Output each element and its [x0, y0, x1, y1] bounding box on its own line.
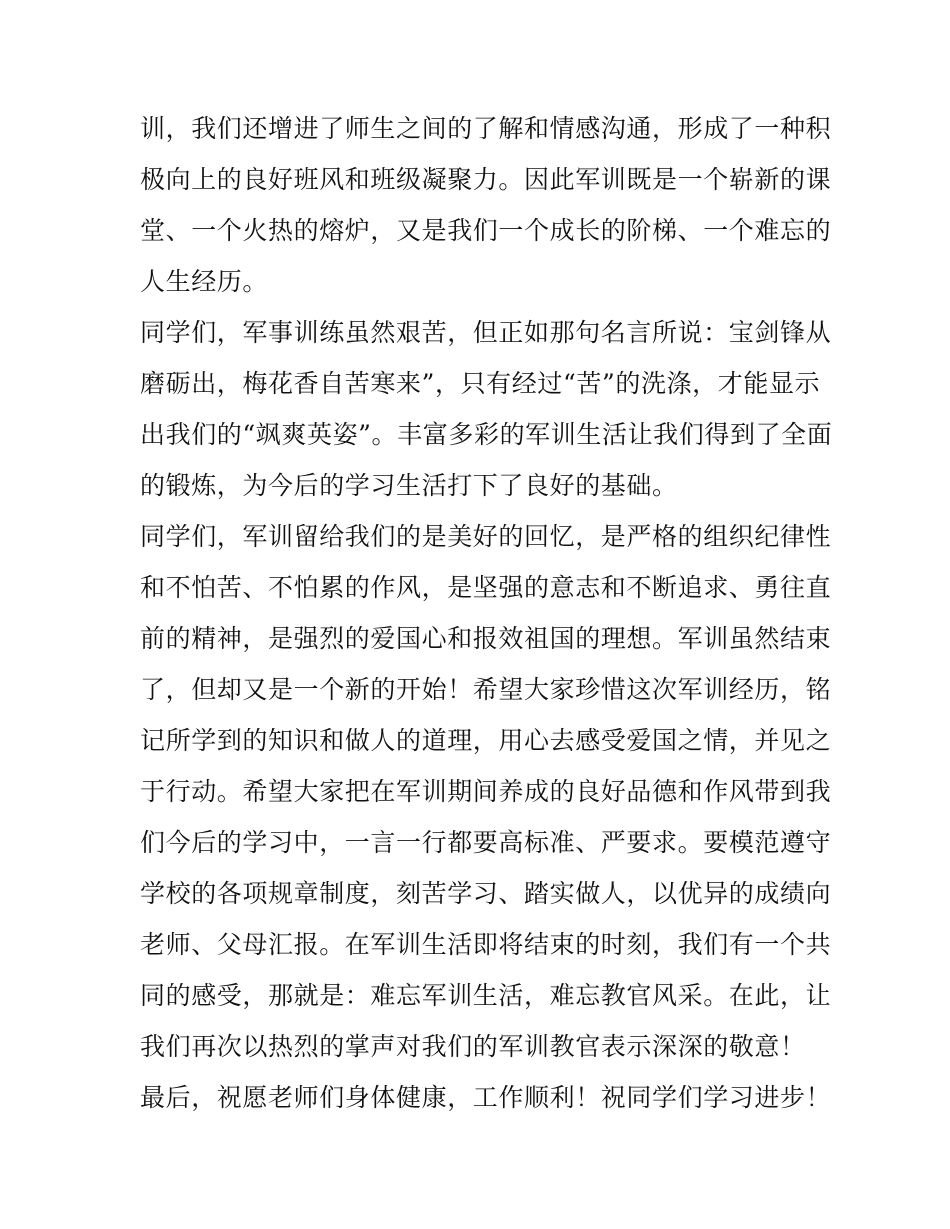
text-line: 老师、父母汇报。在军训生活即将结束的时刻，我们有一个共 [140, 930, 832, 959]
text-line: 堂、一个火热的熔炉，又是我们一个成长的阶梯、一个难忘的 [140, 216, 832, 245]
text-line: 们今后的学习中，一言一行都要高标准、严要求。要模范遵守 [140, 828, 832, 857]
text-line: 磨砺出，梅花香自苦寒来”，只有经过“苦”的洗涤，才能显示 [140, 369, 821, 398]
text-line: 训，我们还增进了师生之间的了解和情感沟通，形成了一种积 [140, 114, 832, 143]
body-text [140, 103, 833, 1123]
text-line: 同学们，军训留给我们的是美好的回忆，是严格的组织纪律性 [140, 522, 832, 551]
text-line: 出我们的“飒爽英姿”。丰富多彩的军训生活让我们得到了全面 [140, 420, 833, 449]
text-line: 我们再次以热烈的掌声对我们的军训教官表示深深的敬意！ [140, 1032, 806, 1061]
text-line: 记所学到的知识和做人的道理，用心去感受爱国之情，并见之 [140, 726, 832, 755]
text-line: 前的精神，是强烈的爱国心和报效祖国的理想。军训虽然结束 [140, 624, 832, 653]
text-line: 同的感受，那就是：难忘军训生活，难忘教官风采。在此，让 [140, 981, 832, 1010]
text-line: 最后，祝愿老师们身体健康，工作顺利！祝同学们学习进步！ [140, 1083, 832, 1112]
text-line: 了，但却又是一个新的开始！希望大家珍惜这次军训经历，铭 [140, 675, 832, 704]
text-line: 和不怕苦、不怕累的作风，是坚强的意志和不断追求、勇往直 [140, 573, 832, 602]
text-line: 同学们，军事训练虽然艰苦，但正如那句名言所说：宝剑锋从 [140, 318, 832, 347]
text-line: 于行动。希望大家把在军训期间养成的良好品德和作风带到我 [140, 777, 832, 806]
text-line: 学校的各项规章制度，刻苦学习、踏实做人，以优异的成绩向 [140, 879, 832, 908]
text-line: 的锻炼，为今后的学习生活打下了良好的基础。 [140, 471, 678, 500]
text-line: 极向上的良好班风和班级凝聚力。因此军训既是一个崭新的课 [140, 165, 832, 194]
text-line: 人生经历。 [140, 267, 269, 296]
